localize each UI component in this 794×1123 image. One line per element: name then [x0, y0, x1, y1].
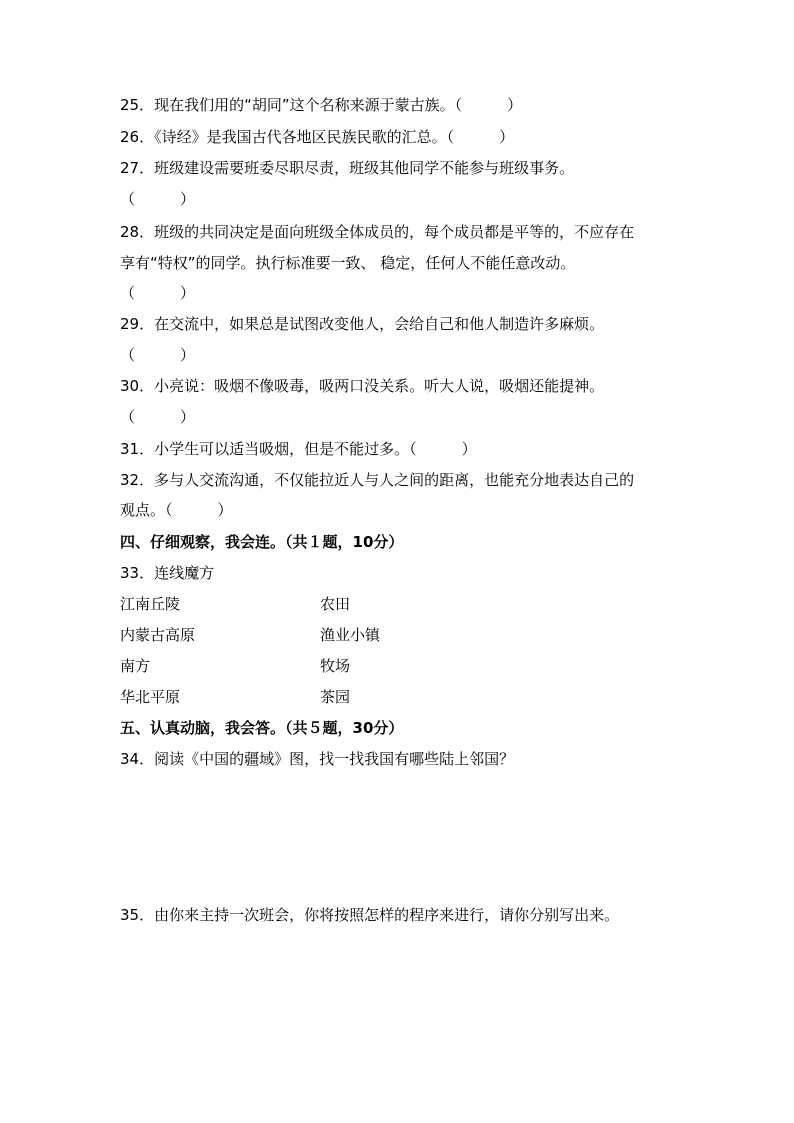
question-29: 29．在交流中，如果总是试图改变他人，会给自己和他人制造许多麻烦。: [120, 315, 605, 333]
question-34: 34．阅读《中国的疆域》图，找一找我国有哪些陆上邻国？: [120, 750, 515, 768]
section-5-heading: 五、认真动脑，我会答。（共５题，30分）: [120, 719, 404, 737]
question-30-blank: （ ）: [120, 408, 196, 426]
question-28-line1: 28．班级的共同决定是面向班级全体成员的，每个成员都是平等的，不应存在: [120, 223, 635, 241]
question-25: 25．现在我们用的“胡同”这个名称来源于蒙古族。（ ）: [120, 96, 523, 114]
match-left-4: 华北平原: [120, 688, 181, 706]
question-32-line2: 观点。（ ）: [120, 501, 233, 519]
match-left-3: 南方: [120, 657, 151, 675]
question-31: 31．小学生可以适当吸烟，但是不能过多。（ ）: [120, 440, 477, 458]
match-right-3: 牧场: [320, 657, 351, 675]
question-28-blank: （ ）: [120, 284, 196, 302]
question-29-blank: （ ）: [120, 346, 196, 364]
match-right-1: 农田: [320, 595, 351, 613]
question-26: 26．《诗经》是我国古代各地区民族民歌的汇总。（ ）: [120, 128, 515, 146]
question-28-line2: 享有“特权”的同学。执行标准要一致、 稳定，任何人不能任意改动。: [120, 254, 576, 272]
match-right-2: 渔业小镇: [320, 626, 381, 644]
match-left-2: 内蒙古高原: [120, 626, 196, 644]
match-left-1: 江南丘陵: [120, 595, 181, 613]
section-4-heading: 四、仔细观察，我会连。（共１题，10分）: [120, 533, 404, 551]
question-27: 27．班级建设需要班委尽职尽责，班级其他同学不能参与班级事务。: [120, 159, 575, 177]
question-35: 35．由你来主持一次班会，你将按照怎样的程序来进行，请你分别写出来。: [120, 906, 620, 924]
question-30: 30．小亮说：吸烟不像吸毒，吸两口没关系。听大人说，吸烟还能提神。: [120, 377, 605, 395]
question-33: 33．连线魔方: [120, 564, 215, 582]
match-right-4: 茶园: [320, 688, 351, 706]
question-32-line1: 32．多与人交流沟通，不仅能拉近人与人之间的距离，也能充分地表达自己的: [120, 471, 635, 489]
question-27-blank: （ ）: [120, 190, 196, 208]
